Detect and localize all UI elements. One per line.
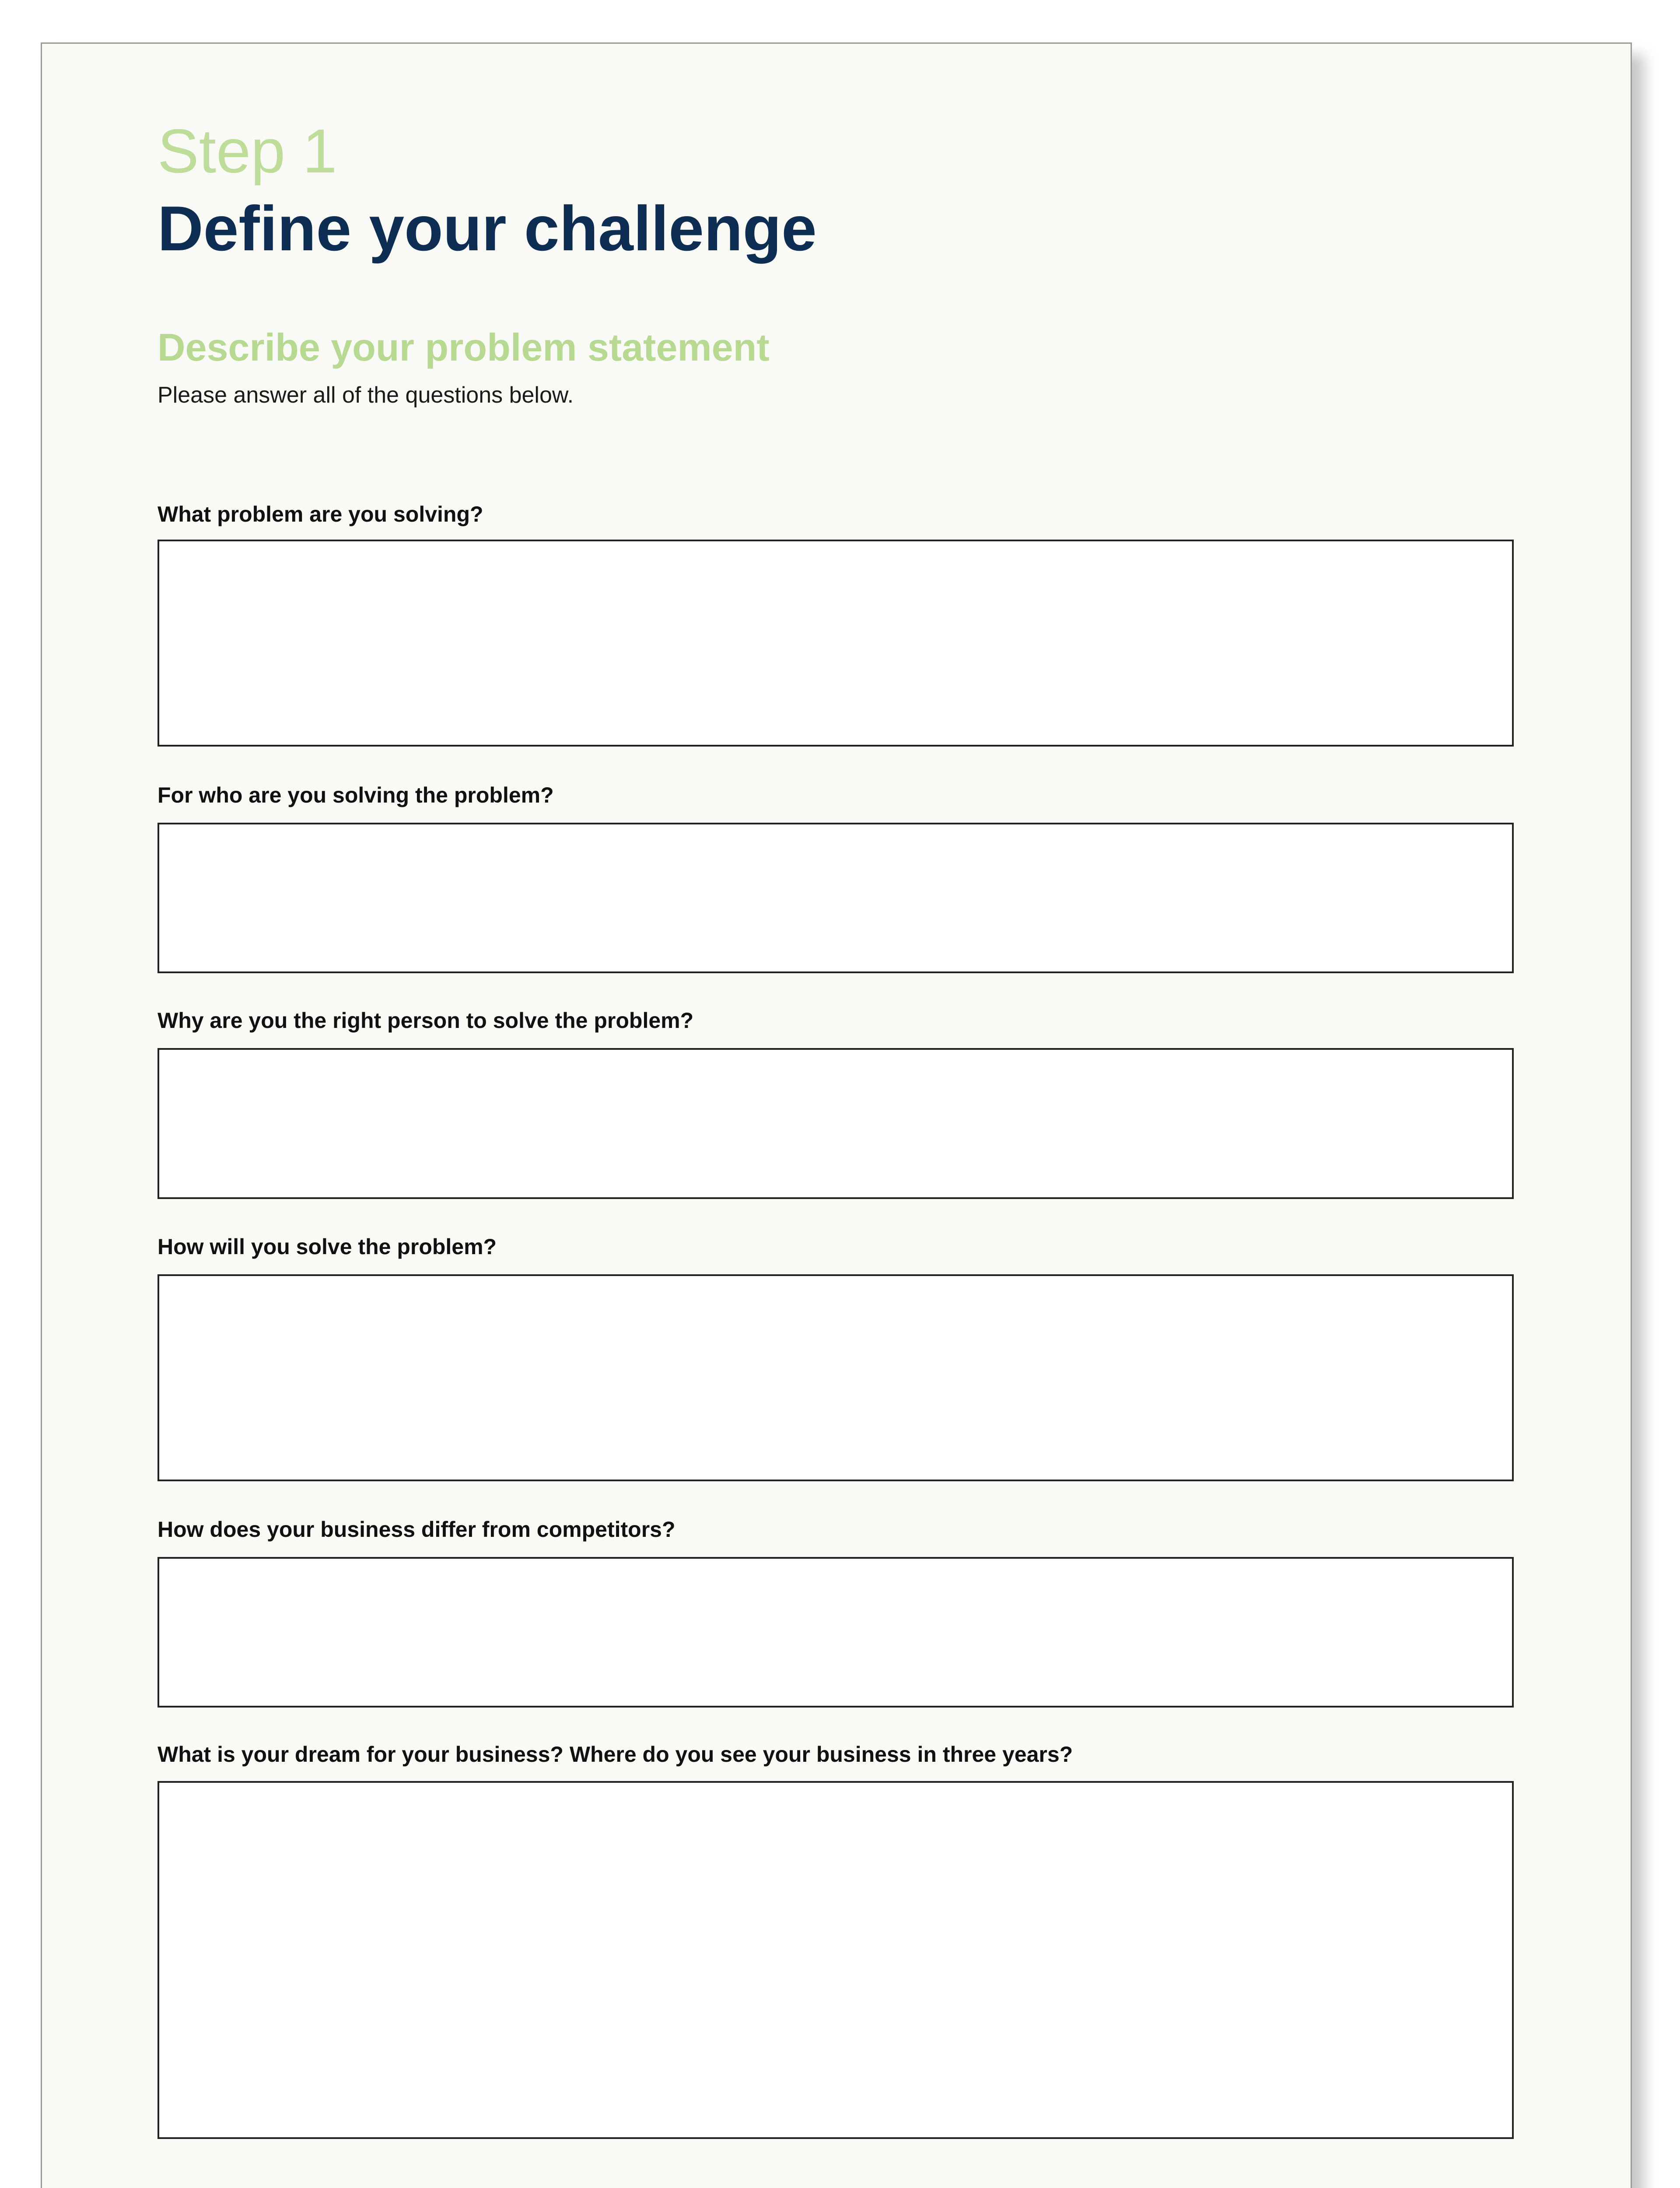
question-label-audience: For who are you solving the problem? <box>158 783 554 807</box>
answer-field-problem[interactable] <box>158 540 1514 747</box>
answer-field-dream[interactable] <box>158 1781 1514 2139</box>
page-title: Define your challenge <box>158 193 817 264</box>
answer-field-competitors[interactable] <box>158 1557 1514 1708</box>
step-label: Step 1 <box>158 116 337 186</box>
question-label-competitors: How does your business differ from competitors? <box>158 1517 676 1542</box>
question-label-dream: What is your dream for your business? Where do you see your business in three years? <box>158 1742 1073 1767</box>
answer-field-right-person[interactable] <box>158 1048 1514 1199</box>
document-page <box>41 42 1632 2188</box>
answer-field-audience[interactable] <box>158 823 1514 973</box>
question-label-solution: How will you solve the problem? <box>158 1234 497 1259</box>
section-subtitle: Describe your problem statement <box>158 326 770 369</box>
question-label-right-person: Why are you the right person to solve the problem? <box>158 1008 694 1033</box>
question-label-problem: What problem are you solving? <box>158 502 483 526</box>
answer-field-solution[interactable] <box>158 1274 1514 1481</box>
section-intro: Please answer all of the questions below. <box>158 382 574 408</box>
